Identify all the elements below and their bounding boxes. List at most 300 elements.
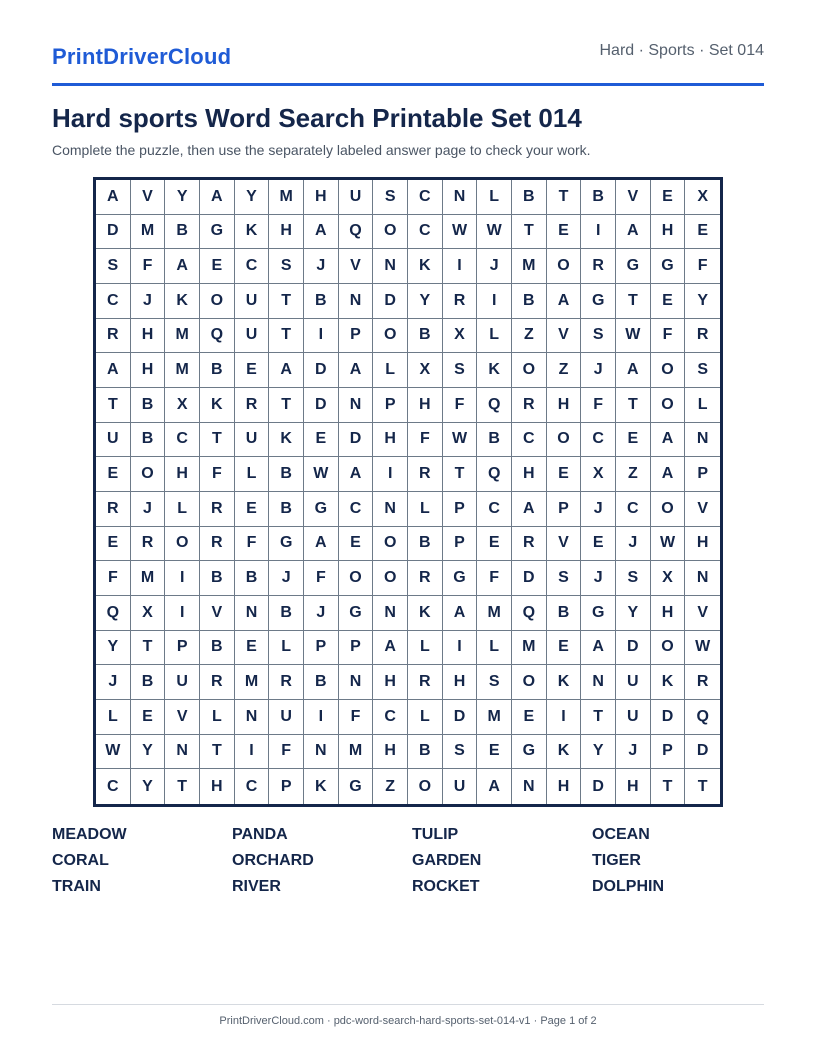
grid-cell: E — [235, 353, 270, 388]
grid-cell: D — [373, 284, 408, 319]
grid-cell: M — [165, 353, 200, 388]
word-list-item: TULIP — [412, 826, 459, 843]
grid-cell: A — [269, 353, 304, 388]
grid-cell: W — [685, 631, 720, 666]
grid-cell: D — [443, 700, 478, 735]
grid-cell: G — [581, 596, 616, 631]
grid-cell: C — [96, 769, 131, 804]
grid-cell: H — [512, 457, 547, 492]
grid-cell: Y — [408, 284, 443, 319]
grid-cell: H — [131, 353, 166, 388]
grid-cell: Q — [477, 388, 512, 423]
word-list-item: ROCKET — [412, 878, 480, 895]
grid-cell: S — [96, 249, 131, 284]
grid-cell: C — [408, 215, 443, 250]
word-list-item: OCEAN — [592, 826, 650, 843]
grid-cell: Q — [512, 596, 547, 631]
grid-cell: B — [477, 423, 512, 458]
grid-cell: B — [408, 735, 443, 770]
grid-cell: B — [131, 665, 166, 700]
grid-cell: O — [651, 353, 686, 388]
grid-cell: G — [651, 249, 686, 284]
grid-cell: W — [304, 457, 339, 492]
grid-cell: C — [339, 492, 374, 527]
grid-cell: K — [651, 665, 686, 700]
grid-cell: U — [235, 423, 270, 458]
grid-cell: P — [651, 735, 686, 770]
grid-cell: M — [477, 700, 512, 735]
grid-cell: N — [235, 700, 270, 735]
grid-cell: D — [304, 388, 339, 423]
grid-cell: Q — [685, 700, 720, 735]
grid-cell: O — [373, 527, 408, 562]
grid-cell: T — [443, 457, 478, 492]
grid-cell: T — [131, 631, 166, 666]
grid-cell: W — [96, 735, 131, 770]
grid-cell: H — [373, 665, 408, 700]
brand-logo: PrintDriverCloud — [52, 44, 232, 69]
grid-cell: B — [269, 492, 304, 527]
grid-cell: T — [581, 700, 616, 735]
grid-cell: J — [581, 353, 616, 388]
grid-cell: E — [547, 457, 582, 492]
grid-cell: B — [269, 457, 304, 492]
grid-cell: B — [131, 423, 166, 458]
grid-cell: T — [165, 769, 200, 804]
page-title: Hard sports Word Search Printable Set 014 — [52, 103, 582, 133]
grid-cell: R — [512, 388, 547, 423]
grid-cell: J — [616, 735, 651, 770]
grid-cell: T — [651, 769, 686, 804]
grid-cell: X — [651, 561, 686, 596]
grid-cell: F — [235, 527, 270, 562]
grid-cell: M — [131, 215, 166, 250]
grid-cell: T — [512, 215, 547, 250]
grid-cell: A — [547, 284, 582, 319]
grid-cell: W — [443, 215, 478, 250]
grid-cell: N — [165, 735, 200, 770]
grid-cell: N — [339, 665, 374, 700]
grid-cell: D — [685, 735, 720, 770]
grid-cell: N — [512, 769, 547, 804]
grid-cell: B — [269, 596, 304, 631]
grid-cell: L — [477, 180, 512, 215]
grid-cell: I — [581, 215, 616, 250]
grid-cell: I — [547, 700, 582, 735]
grid-cell: F — [96, 561, 131, 596]
grid-cell: O — [165, 527, 200, 562]
grid-cell: D — [512, 561, 547, 596]
grid-cell: D — [651, 700, 686, 735]
grid-cell: V — [685, 596, 720, 631]
grid-cell: V — [165, 700, 200, 735]
grid-cell: J — [269, 561, 304, 596]
grid-cell: F — [477, 561, 512, 596]
grid-cell: B — [200, 353, 235, 388]
grid-cell: Y — [96, 631, 131, 666]
grid-cell: O — [651, 631, 686, 666]
grid-cell: E — [131, 700, 166, 735]
grid-cell: A — [477, 769, 512, 804]
grid-cell: H — [131, 319, 166, 354]
grid-cell: A — [581, 631, 616, 666]
grid-cell: A — [512, 492, 547, 527]
grid-cell: U — [235, 319, 270, 354]
breadcrumb: Hard · Sports · Set 014 — [599, 42, 764, 59]
page-footer: PrintDriverCloud.com · pdc-word-search-hard-sports-set-014-v1 · Page 1 of 2 — [219, 1015, 597, 1027]
grid-cell: V — [616, 180, 651, 215]
grid-cell: U — [269, 700, 304, 735]
grid-cell: Q — [477, 457, 512, 492]
grid-cell: E — [96, 527, 131, 562]
grid-cell: P — [339, 631, 374, 666]
grid-cell: N — [373, 249, 408, 284]
grid-cell: U — [165, 665, 200, 700]
grid-cell: Q — [200, 319, 235, 354]
grid-cell: M — [269, 180, 304, 215]
grid-cell: S — [616, 561, 651, 596]
grid-cell: Q — [339, 215, 374, 250]
grid-cell: G — [512, 735, 547, 770]
grid-cell: A — [616, 215, 651, 250]
grid-cell: O — [512, 353, 547, 388]
grid-cell: H — [616, 769, 651, 804]
grid-cell: E — [235, 631, 270, 666]
grid-cell: N — [685, 423, 720, 458]
grid-cell: V — [131, 180, 166, 215]
grid-cell: E — [581, 527, 616, 562]
grid-cell: L — [685, 388, 720, 423]
grid-cell: H — [200, 769, 235, 804]
grid-cell: Y — [616, 596, 651, 631]
word-list-item: PANDA — [232, 826, 288, 843]
grid-cell: R — [269, 665, 304, 700]
grid-cell: B — [235, 561, 270, 596]
grid-cell: J — [477, 249, 512, 284]
grid-cell: G — [616, 249, 651, 284]
grid-cell: D — [616, 631, 651, 666]
grid-cell: R — [235, 388, 270, 423]
grid-cell: F — [443, 388, 478, 423]
grid-cell: A — [200, 180, 235, 215]
word-list — [52, 826, 772, 896]
grid-cell: T — [200, 735, 235, 770]
grid-cell: R — [131, 527, 166, 562]
grid-cell: X — [685, 180, 720, 215]
grid-cell: I — [443, 631, 478, 666]
grid-cell: O — [408, 769, 443, 804]
grid-cell: D — [96, 215, 131, 250]
grid-cell: I — [443, 249, 478, 284]
grid-cell: R — [581, 249, 616, 284]
word-list-item: TRAIN — [52, 878, 101, 895]
grid-cell: Q — [96, 596, 131, 631]
grid-cell: F — [581, 388, 616, 423]
grid-cell: E — [477, 735, 512, 770]
grid-cell: A — [651, 457, 686, 492]
grid-cell: N — [581, 665, 616, 700]
grid-cell: K — [200, 388, 235, 423]
grid-cell: V — [200, 596, 235, 631]
grid-cell: B — [408, 319, 443, 354]
grid-cell: M — [235, 665, 270, 700]
grid-cell: E — [547, 215, 582, 250]
footer-divider — [52, 1004, 764, 1005]
grid-cell: C — [235, 249, 270, 284]
grid-cell: N — [339, 284, 374, 319]
grid-cell: U — [443, 769, 478, 804]
grid-cell: J — [581, 492, 616, 527]
grid-cell: T — [200, 423, 235, 458]
grid-cell: W — [616, 319, 651, 354]
grid-cell: F — [304, 561, 339, 596]
grid-cell: F — [685, 249, 720, 284]
grid-cell: R — [685, 665, 720, 700]
grid-cell: K — [477, 353, 512, 388]
grid-cell: L — [408, 700, 443, 735]
grid-cell: O — [131, 457, 166, 492]
grid-cell: U — [339, 180, 374, 215]
grid-cell: P — [165, 631, 200, 666]
grid-cell: T — [269, 319, 304, 354]
grid-cell: K — [304, 769, 339, 804]
grid-cell: U — [96, 423, 131, 458]
grid-cell: J — [131, 492, 166, 527]
grid-cell: P — [304, 631, 339, 666]
grid-cell: G — [269, 527, 304, 562]
word-list-item: RIVER — [232, 878, 281, 895]
grid-cell: G — [581, 284, 616, 319]
grid-cell: A — [339, 353, 374, 388]
grid-cell: X — [131, 596, 166, 631]
grid-cell: E — [547, 631, 582, 666]
grid-cell: E — [651, 180, 686, 215]
grid-cell: K — [547, 665, 582, 700]
grid-cell: O — [547, 423, 582, 458]
grid-cell: V — [339, 249, 374, 284]
grid-cell: U — [616, 700, 651, 735]
grid-cell: E — [339, 527, 374, 562]
grid-cell: H — [165, 457, 200, 492]
grid-cell: O — [373, 319, 408, 354]
grid-cell: P — [269, 769, 304, 804]
grid-cell: R — [443, 284, 478, 319]
grid-cell: H — [443, 665, 478, 700]
grid-cell: L — [269, 631, 304, 666]
grid-cell: L — [200, 700, 235, 735]
grid-cell: R — [200, 492, 235, 527]
grid-cell: H — [304, 180, 339, 215]
grid-cell: A — [373, 631, 408, 666]
grid-cell: M — [512, 631, 547, 666]
grid-cell: A — [96, 180, 131, 215]
grid-cell: I — [304, 319, 339, 354]
grid-cell: S — [547, 561, 582, 596]
grid-cell: F — [651, 319, 686, 354]
grid-cell: P — [339, 319, 374, 354]
grid-cell: P — [443, 527, 478, 562]
grid-cell: O — [547, 249, 582, 284]
page-subtitle: Complete the puzzle, then use the separately labeled answer page to check your work. — [52, 142, 591, 158]
grid-cell: G — [339, 596, 374, 631]
grid-cell: R — [200, 665, 235, 700]
grid-cell: L — [408, 492, 443, 527]
grid-cell: C — [373, 700, 408, 735]
grid-cell: R — [96, 492, 131, 527]
grid-cell: T — [547, 180, 582, 215]
grid-cell: Z — [512, 319, 547, 354]
grid-cell: D — [581, 769, 616, 804]
grid-cell: B — [512, 284, 547, 319]
word-list-item: MEADOW — [52, 826, 127, 843]
grid-cell: F — [200, 457, 235, 492]
grid-cell: T — [616, 284, 651, 319]
grid-cell: K — [235, 215, 270, 250]
grid-cell: A — [339, 457, 374, 492]
grid-cell: G — [200, 215, 235, 250]
grid-cell: A — [304, 527, 339, 562]
grid-cell: M — [131, 561, 166, 596]
grid-cell: O — [651, 492, 686, 527]
grid-cell: A — [443, 596, 478, 631]
grid-cell: V — [547, 527, 582, 562]
grid-cell: E — [685, 215, 720, 250]
grid-cell: U — [616, 665, 651, 700]
grid-cell: K — [165, 284, 200, 319]
grid-cell: R — [408, 665, 443, 700]
grid-cell: F — [131, 249, 166, 284]
grid-cell: V — [547, 319, 582, 354]
grid-cell: H — [685, 527, 720, 562]
grid-cell: N — [235, 596, 270, 631]
grid-cell: M — [165, 319, 200, 354]
grid-cell: C — [581, 423, 616, 458]
word-list-item: CORAL — [52, 852, 109, 869]
grid-cell: I — [165, 596, 200, 631]
grid-cell: C — [477, 492, 512, 527]
grid-cell: J — [131, 284, 166, 319]
grid-cell: T — [616, 388, 651, 423]
grid-cell: P — [443, 492, 478, 527]
grid-cell: I — [477, 284, 512, 319]
grid-cell: Z — [616, 457, 651, 492]
grid-cell: T — [697, 777, 708, 795]
grid-cell: A — [616, 353, 651, 388]
word-list-item: DOLPHIN — [592, 878, 664, 895]
grid-cell: E — [200, 249, 235, 284]
grid-cell: E — [477, 527, 512, 562]
grid-cell: L — [373, 353, 408, 388]
grid-cell: L — [165, 492, 200, 527]
grid-cell: A — [304, 215, 339, 250]
grid-cell: E — [651, 284, 686, 319]
grid-cell: C — [408, 180, 443, 215]
grid-cell: A — [165, 249, 200, 284]
grid-cell: U — [235, 284, 270, 319]
grid-cell: C — [96, 284, 131, 319]
grid-cell: Y — [581, 735, 616, 770]
grid-cell: R — [200, 527, 235, 562]
grid-cell: L — [96, 700, 131, 735]
grid-cell: C — [512, 423, 547, 458]
page-header — [52, 40, 764, 86]
grid-cell: S — [269, 249, 304, 284]
grid-cell: Z — [547, 353, 582, 388]
grid-cell: J — [96, 665, 131, 700]
grid-cell: S — [373, 180, 408, 215]
grid-cell: N — [443, 180, 478, 215]
grid-cell: J — [304, 249, 339, 284]
grid-cell: P — [373, 388, 408, 423]
grid-cell: N — [304, 735, 339, 770]
grid-cell: G — [443, 561, 478, 596]
grid-cell: B — [165, 215, 200, 250]
grid-cell: C — [235, 769, 270, 804]
grid-cell: C — [165, 423, 200, 458]
grid-cell: C — [616, 492, 651, 527]
grid-cell: X — [443, 319, 478, 354]
grid-cell: O — [512, 665, 547, 700]
grid-cell: K — [269, 423, 304, 458]
grid-cell: O — [200, 284, 235, 319]
grid-cell: B — [200, 561, 235, 596]
grid-cell: W — [651, 527, 686, 562]
grid-cell: E — [96, 457, 131, 492]
grid-cell: K — [547, 735, 582, 770]
grid-cell: L — [477, 319, 512, 354]
grid-cell: H — [408, 388, 443, 423]
grid-cell: M — [339, 735, 374, 770]
grid-cell: X — [581, 457, 616, 492]
grid-cell: X — [408, 353, 443, 388]
grid-cell: O — [651, 388, 686, 423]
grid-cell: H — [547, 388, 582, 423]
grid-cell: P — [547, 492, 582, 527]
grid-cell: Y — [235, 180, 270, 215]
grid-cell: H — [373, 735, 408, 770]
grid-cell: I — [373, 457, 408, 492]
grid-cell: F — [269, 735, 304, 770]
grid-cell: Y — [685, 284, 720, 319]
grid-cell: R — [408, 457, 443, 492]
grid-cell: K — [408, 249, 443, 284]
grid-cell: E — [235, 492, 270, 527]
grid-cell: M — [477, 596, 512, 631]
grid-cell: N — [373, 596, 408, 631]
grid-cell: B — [512, 180, 547, 215]
grid-cell: L — [235, 457, 270, 492]
grid-cell: J — [581, 561, 616, 596]
grid-cell: B — [304, 665, 339, 700]
grid-cell: G — [339, 769, 374, 804]
grid-cell: F — [408, 423, 443, 458]
grid-cell: O — [373, 215, 408, 250]
grid-cell: R — [685, 319, 720, 354]
grid-cell: S — [685, 353, 720, 388]
grid-cell: G — [304, 492, 339, 527]
grid-cell: N — [685, 561, 720, 596]
grid-cell: B — [304, 284, 339, 319]
grid-cell: H — [651, 215, 686, 250]
grid-cell: I — [235, 735, 270, 770]
grid-cell: O — [339, 561, 374, 596]
grid-cell: N — [339, 388, 374, 423]
grid-cell: M — [512, 249, 547, 284]
grid-cell: J — [304, 596, 339, 631]
grid-cell: K — [408, 596, 443, 631]
grid-cell: R — [408, 561, 443, 596]
grid-cell: X — [165, 388, 200, 423]
